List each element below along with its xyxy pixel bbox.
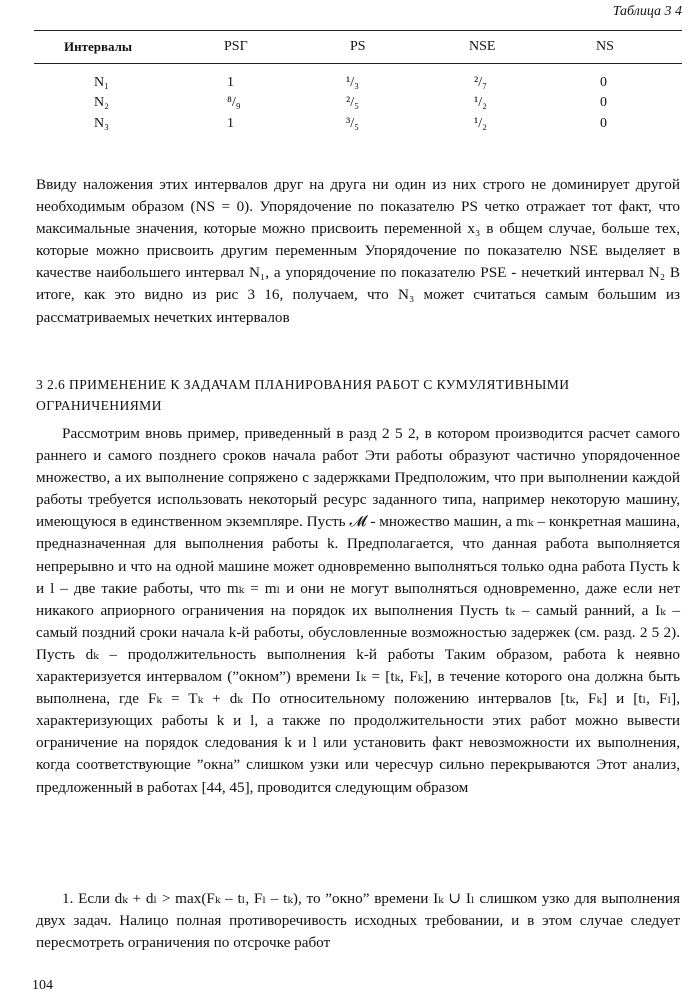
table-top-rule xyxy=(34,30,682,31)
table-cell: 0 xyxy=(600,116,607,131)
table-cell: ²/₅ xyxy=(346,95,359,110)
table-cell: N₂ xyxy=(94,95,109,110)
table-cell: ⁸/₉ xyxy=(227,95,241,110)
table-cell: ²/₇ xyxy=(474,75,487,90)
table-cell: 1 xyxy=(227,116,234,131)
section-heading: 3 2.6 ПРИМЕНЕНИЕ К ЗАДАЧАМ ПЛАНИРОВАНИЯ РАБОТ С КУМУЛЯТИВНЫМИ ОГРАНИЧЕНИЯМИ xyxy=(36,377,570,413)
table-cell: ³/₅ xyxy=(346,116,359,131)
paragraph-ordering-discussion: Ввиду наложения этих интервалов друг на друга ни один из них строго не доминирует другой необходимым образом (NS = 0). Упорядочение по показателю PS четко отражает тот факт, что максимальные значения, которые можно присвоить переменной x₃ в общем случае, больше тех, которые можно присвоить другим переменным Упорядочение по показателю NSE выделяет в качестве наибольшего интервал N₁, а упорядочение по показателю PSE - нечеткий интервал N₂ В итоге, как это видно из рис 3 16, получаем, что N₃ может считаться самым большим из рассматриваемых нечетких интервалов xyxy=(36,176,680,326)
table-row xyxy=(34,116,682,136)
page-number: 104 xyxy=(32,978,53,993)
header-ns: NS xyxy=(596,39,614,54)
header-nse: NSE xyxy=(469,39,496,54)
table-cell: ¹/₂ xyxy=(474,95,487,110)
table-header-row xyxy=(34,39,682,59)
header-ps: PS xyxy=(350,39,366,54)
table-cell: 0 xyxy=(600,75,607,90)
table-header-rule xyxy=(34,63,682,64)
table-caption: Таблица 3 4 xyxy=(612,4,682,19)
table-cell: ¹/₂ xyxy=(474,116,487,131)
table-cell: N₁ xyxy=(94,75,109,90)
paragraph-scheduling-example: Рассмотрим вновь пример, приведенный в разд 2 5 2, в котором производится расчет самого раннего и самого позднего сроков начала работ Эти работы образуют частично упорядоченное множество, а их выполнение сопряжено с задержками Предположим, что при выполнении каждой работы требуется использовать некоторый ресурс заданного типа, например некоторую машину, имеющуюся в единственном экземпляре. Пусть 𝓜 - множество машин, а mₖ – конкретная машина, предназначенная для выполнения работы k. Предполагается, что данная работа выполняется непрерывно и что на одной машине может одновременно выполняться только одна работа Пусть k и l – две такие работы, что mₖ = mₗ и они не могут выполняться одновременно, даже если нет никакого априорного ограничения на порядок их выполнения Пусть tₖ – самый ранний, а Iₖ – самый поздний сроки начала k-й работы, обусловленные возможностью задержек (см. разд. 2 5 2). Пусть dₖ – продолжительность выполнения k-й работы Таким образом, работа k неявно характеризуется интервалом (”окном”) времени Iₖ = [tₖ, Fₖ], в течение которого она должна быть выполнена, где Fₖ = Tₖ + dₖ По относительному положению интервалов [tₖ, Fₖ] и [tₗ, Fₗ], характеризующих работы k и l, а также по продолжительности этих работ можно вывести ограничение на порядок следования k и l или установить факт невозможности их выполнения, когда соответствующие ”окна” слишком узки или чересчур сильно перекрываются Этот анализ, предложенный в работах [44, 45], проводится следующим образом xyxy=(36,425,680,796)
table-row xyxy=(34,95,682,115)
table-cell: 1 xyxy=(227,75,234,90)
header-intervals: Интервалы xyxy=(64,39,133,54)
table-row xyxy=(34,75,682,95)
paragraph-condition-1: 1. Если dₖ + dₗ > max(Fₖ – tₗ, Fₗ – tₖ), то ”окно” времени Iₖ ∪ Iₗ слишком узко для выполнения двух задач. Налицо полная противоречивость исходных требовании, и в этом случае следует пересмотреть ограничения по отсрочке работ xyxy=(36,890,680,952)
table-cell: 0 xyxy=(600,95,607,110)
table-cell: ¹/₃ xyxy=(346,75,359,90)
header-psg: PSГ xyxy=(224,39,248,54)
table-cell: N₃ xyxy=(94,116,109,131)
